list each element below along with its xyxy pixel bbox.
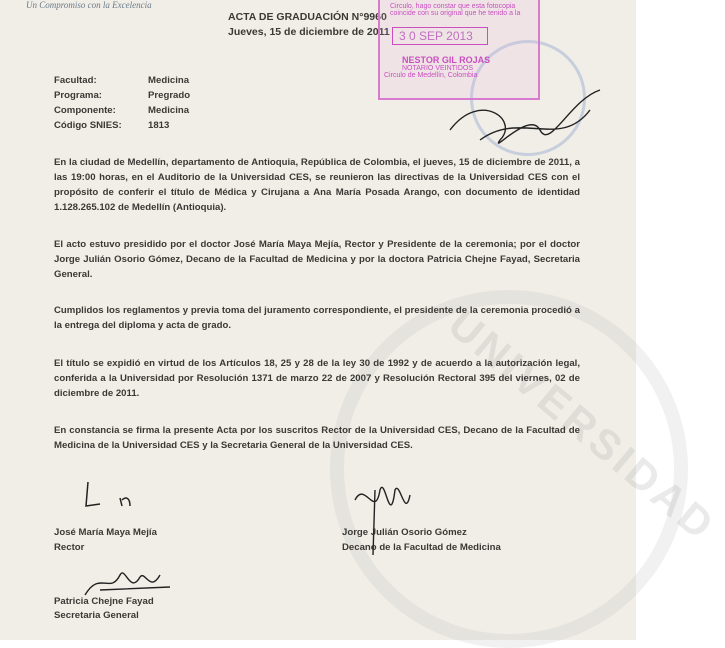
watermark-text: UNIVERSIDAD: [439, 300, 725, 551]
field-value: 1813: [148, 120, 170, 131]
field-value: Medicina: [148, 75, 190, 86]
signatory-name: José María Maya Mejía: [54, 527, 157, 538]
field-label: Facultad:: [54, 75, 97, 86]
field-label: Programa:: [54, 90, 102, 101]
signatory-role: Secretaria General: [54, 610, 139, 621]
paragraph: En constancia se firma la presente Acta por los suscritos Rector de la Universidad CES, Decano de la Facultad de Medicina de la Universidad CES y la Secretaria General de la Universidad CES.: [54, 425, 580, 451]
stamp-text: Circulo, hago constar que esta fotocopia: [390, 3, 516, 10]
stamp-notary: NESTOR GIL ROJAS: [402, 55, 491, 65]
university-motto: Un Compromiso con la Excelencia: [26, 0, 152, 10]
document-date: Jueves, 15 de diciembre de 2011: [228, 26, 390, 38]
stamp-place: Circulo de Medellín, Colombia: [384, 72, 478, 79]
document-title: ACTA DE GRADUACIÓN N°9960: [228, 11, 387, 23]
paragraph: Cumplidos los reglamentos y previa toma del juramento correspondiente, el presidente de la ceremonia procedió a la entrega del diploma y acta de grado.: [54, 305, 580, 331]
signatory-name: Patricia Chejne Fayad: [54, 596, 154, 607]
signatory-role: Decano de la Facultad de Medicina: [342, 542, 501, 553]
paragraph: En la ciudad de Medellín, departamento de Antioquia, República de Colombia, el jueves, 15 de diciembre de 2011, a las 19:00 horas, en el Auditorio de la Universidad CES, se reunieron las directivas de la Universidad CES con el propósito de conferir el título de Médica y Cirujana a Ana María Posada Arango, con documento de identidad 1.128.265.102 de Medellín (Antioquia).: [54, 157, 580, 213]
paragraph: El título se expidió en virtud de los Artículos 18, 25 y 28 de la ley 30 de 1992 y de acuerdo a la autorización legal, conferida a la Universidad por Resolución 1371 de marzo 22 de 2007 y Resolución Rectoral 395 del viernes, 02 de diciembre de 2011.: [54, 358, 580, 399]
stamp-role: NOTARIO VEINTIDOS: [402, 65, 474, 72]
field-label: Código SNIES:: [54, 120, 122, 131]
signatory-role: Rector: [54, 542, 85, 553]
signature-notary: [440, 80, 610, 160]
stamp-date: 3 0 SEP 2013: [392, 27, 488, 45]
field-value: Pregrado: [148, 90, 191, 101]
signature-rector: [80, 478, 160, 513]
field-value: Medicina: [148, 105, 190, 116]
field-label: Componente:: [54, 105, 116, 116]
stamp-text: coincide con su original que he tenido a la: [390, 10, 521, 17]
paragraph: El acto estuvo presidido por el doctor José María Maya Mejía, Rector y Presidente de la ceremonia; por el doctor Jorge Julián Osorio Gómez, Decano de la Facultad de Medicina y por la doctora Patricia Chejne Fayad, Secretaria General.: [54, 239, 580, 280]
signatory-name: Jorge Julián Osorio Gómez: [342, 527, 467, 538]
